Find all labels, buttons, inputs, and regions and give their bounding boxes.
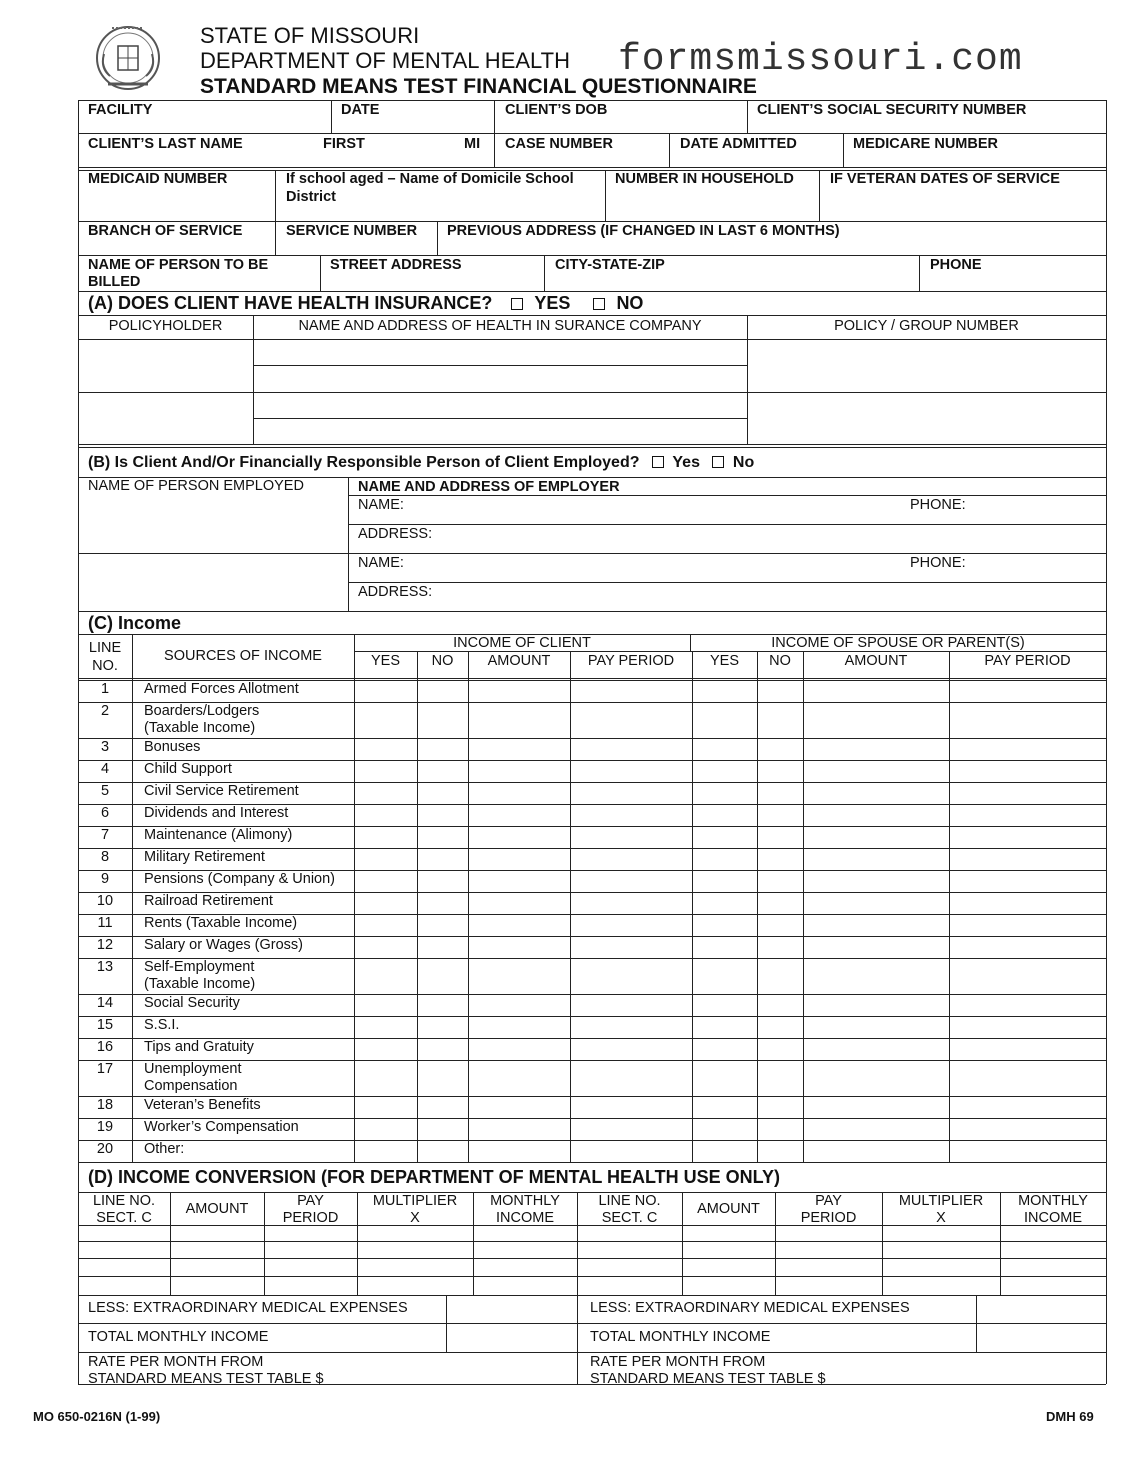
income-line-number: 7	[100, 827, 110, 843]
income-source-line1: Maintenance (Alimony)	[144, 827, 293, 843]
spouse-pay-period-header: PAY PERIOD	[984, 653, 1071, 669]
facility-field[interactable]: FACILITY	[88, 102, 153, 118]
conv-pay-period-header-line2: PERIOD	[800, 1210, 857, 1226]
income-source-line2: (Taxable Income)	[144, 976, 256, 992]
rate-label-line2: STANDARD MEANS TEST TABLE $	[590, 1371, 826, 1387]
conv-line-no-header-line2: SECT. C	[96, 1210, 152, 1226]
conv-line-no-header-line1: LINE NO.	[598, 1193, 661, 1209]
income-line-number: 10	[96, 893, 114, 909]
client-income-header: INCOME OF CLIENT	[453, 635, 591, 651]
veteran-dates-field[interactable]: IF VETERAN DATES OF SERVICE	[830, 171, 1060, 187]
income-source-label	[144, 703, 259, 737]
client-pay-period-header: PAY PERIOD	[587, 653, 675, 669]
total-monthly-income-left: TOTAL MONTHLY INCOME	[88, 1329, 269, 1345]
income-row[interactable]	[78, 1016, 1106, 1038]
policyholder-header: POLICYHOLDER	[108, 318, 223, 334]
income-source-label	[144, 1097, 261, 1114]
billed-person-field[interactable]: NAME OF PERSON TO BE	[88, 257, 269, 273]
income-line-number: 5	[100, 783, 110, 799]
income-source-label	[144, 827, 292, 844]
income-source-line1: Dividends and Interest	[144, 805, 289, 821]
income-line-number: 16	[96, 1039, 114, 1055]
income-line-number: 12	[96, 937, 114, 953]
total-monthly-income-right-input[interactable]	[978, 1325, 1105, 1351]
conv-monthly-income-header	[473, 1193, 577, 1227]
income-line-number: 13	[96, 959, 114, 975]
rate-per-month-right[interactable]	[590, 1354, 826, 1388]
income-source-line1: S.S.I.	[144, 1017, 180, 1033]
income-source-line1: Self-Employment	[144, 959, 255, 975]
income-source-label	[144, 1039, 254, 1056]
income-source-line1: Military Retirement	[144, 849, 265, 865]
conv-line-no-header-line1: LINE NO.	[92, 1193, 156, 1209]
billed-person-field-line2: BILLED	[88, 274, 141, 290]
employer-2-address-field[interactable]: ADDRESS:	[358, 584, 433, 600]
income-source-line1: Veteran’s Benefits	[144, 1097, 261, 1113]
first-name-field[interactable]: FIRST	[323, 136, 365, 152]
employer-1-address-field[interactable]: ADDRESS:	[358, 526, 433, 542]
income-line-number: 17	[96, 1061, 114, 1077]
conv-pay-period-header	[775, 1193, 882, 1227]
medicaid-number-field[interactable]: MEDICAID NUMBER	[88, 171, 228, 187]
income-source-label	[144, 761, 232, 778]
income-source-label	[144, 1017, 179, 1034]
income-source-line1: Boarders/Lodgers	[144, 703, 260, 719]
less-medical-expenses-left-input[interactable]	[448, 1297, 576, 1322]
income-source-label	[144, 783, 299, 800]
case-number-field[interactable]: CASE NUMBER	[505, 136, 613, 152]
line-no-header	[78, 639, 132, 675]
income-source-line1: Rents (Taxable Income)	[144, 915, 298, 931]
income-source-line1: Pensions (Company & Union)	[144, 871, 336, 887]
form-title: STANDARD MEANS TEST FINANCIAL QUESTIONNAIRE	[200, 75, 757, 98]
income-line-number: 6	[100, 805, 110, 821]
date-field[interactable]: DATE	[341, 102, 380, 118]
income-source-line1: Child Support	[144, 761, 232, 777]
section-b-title: (B) Is Client And/Or Financially Responsible Person of Client Employed? Yes No	[88, 454, 755, 471]
conv-multiplier-header-line1: MULTIPLIER	[898, 1193, 984, 1209]
middle-initial-field[interactable]: MI	[464, 136, 481, 152]
watermark: formsmissouri.com	[618, 38, 1023, 81]
income-source-label	[144, 681, 299, 698]
conv-monthly-income-header	[1000, 1193, 1106, 1227]
employer-2-phone-field[interactable]: PHONE:	[910, 555, 966, 571]
form-code: DMH 69	[1046, 1409, 1094, 1424]
employer-header: NAME AND ADDRESS OF EMPLOYER	[358, 479, 620, 495]
employer-2-name-field[interactable]: NAME:	[358, 555, 404, 571]
employed-no-checkbox[interactable]	[712, 456, 724, 468]
income-line-number: 19	[96, 1119, 114, 1135]
income-line-number: 8	[100, 849, 110, 865]
income-source-label	[144, 995, 240, 1012]
income-source-label	[144, 871, 335, 888]
client-dob-field[interactable]: CLIENT’S DOB	[505, 102, 608, 118]
date-admitted-field[interactable]: DATE ADMITTED	[680, 136, 797, 152]
spouse-income-header: INCOME OF SPOUSE OR PARENT(S)	[771, 635, 1025, 651]
section-c-title: (C) Income	[88, 613, 182, 633]
income-source-label	[144, 849, 265, 866]
spouse-amount-header: AMOUNT	[844, 653, 908, 669]
income-source-line1: Worker’s Compensation	[144, 1119, 299, 1135]
income-source-label	[144, 893, 273, 910]
income-source-line1: Civil Service Retirement	[144, 783, 299, 799]
conv-line-no-header-line2: SECT. C	[601, 1210, 658, 1226]
conv-amount-header-line1: AMOUNT	[697, 1201, 760, 1217]
income-source-label	[144, 739, 200, 756]
income-source-line1: Social Security	[144, 995, 240, 1011]
rate-label-line1: RATE PER MONTH FROM	[88, 1354, 264, 1370]
conv-monthly-income-header-line1: MONTHLY	[1018, 1193, 1088, 1209]
conv-monthly-income-header-line1: MONTHLY	[490, 1193, 560, 1209]
employed-yes-checkbox[interactable]	[652, 456, 664, 468]
form-number: MO 650-0216N (1-99)	[33, 1409, 161, 1424]
income-source-label	[144, 959, 255, 993]
income-source-label	[144, 915, 297, 932]
income-source-line1: Unemployment	[144, 1061, 242, 1077]
conv-multiplier-header-line2: X	[410, 1210, 420, 1226]
employed-no-label: No	[732, 454, 755, 471]
income-row[interactable]	[78, 760, 1106, 782]
conv-pay-period-header-line1: PAY	[297, 1193, 324, 1209]
income-source-line1: Other:	[144, 1141, 185, 1157]
rate-per-month-left[interactable]	[88, 1354, 324, 1388]
client-amount-header: AMOUNT	[487, 653, 551, 669]
spouse-yes-header: YES	[709, 653, 739, 669]
client-yes-header: YES	[370, 653, 400, 669]
income-row[interactable]	[78, 738, 1106, 760]
income-line-number: 18	[96, 1097, 114, 1113]
line-no-header-line2: NO.	[92, 658, 118, 674]
insurance-yes-checkbox[interactable]	[511, 298, 523, 310]
section-d-title: (D) INCOME CONVERSION (FOR DEPARTMENT OF MENTAL HEALTH USE ONLY)	[88, 1167, 780, 1187]
employer-1-name-field[interactable]: NAME:	[358, 497, 404, 513]
less-medical-expenses-right-input[interactable]	[978, 1297, 1105, 1322]
conv-multiplier-header-line2: X	[936, 1210, 946, 1226]
income-line-number: 15	[96, 1017, 114, 1033]
income-source-line1: Railroad Retirement	[144, 893, 273, 909]
conv-amount-header-line1: AMOUNT	[185, 1201, 249, 1217]
street-address-field[interactable]: STREET ADDRESS	[330, 257, 462, 273]
income-line-number: 20	[96, 1141, 114, 1157]
income-line-number: 11	[97, 915, 113, 931]
income-line-number: 4	[100, 761, 110, 777]
income-source-line2: (Taxable Income)	[144, 720, 256, 736]
policyholder-input-2[interactable]	[80, 394, 252, 443]
insurance-no-checkbox[interactable]	[593, 298, 605, 310]
conv-monthly-income-header-line2: INCOME	[496, 1210, 554, 1226]
city-state-zip-field[interactable]: CITY-STATE-ZIP	[555, 257, 665, 273]
sources-header: SOURCES OF INCOME	[164, 648, 322, 664]
income-source-label	[144, 1061, 242, 1095]
section-a-title: (A) DOES CLIENT HAVE HEALTH INSURANCE? YES NO	[88, 293, 644, 313]
state-seal	[94, 14, 162, 94]
income-source-line1: Tips and Gratuity	[144, 1039, 254, 1055]
line-no-header-line1: LINE	[88, 640, 122, 656]
conv-monthly-income-header-line2: INCOME	[1024, 1210, 1082, 1226]
policy-group-header: POLICY / GROUP NUMBER	[834, 318, 1019, 334]
school-district-field-line2: District	[286, 189, 336, 205]
total-monthly-income-left-input[interactable]	[448, 1325, 576, 1351]
service-number-field[interactable]: SERVICE NUMBER	[286, 223, 418, 239]
insurance-company-header: NAME AND ADDRESS OF HEALTH IN SURANCE COMPANY	[298, 318, 702, 334]
school-district-field[interactable]: If school aged – Name of Domicile School	[286, 171, 574, 187]
conv-multiplier-header	[357, 1193, 473, 1227]
conv-line-no-header	[78, 1193, 170, 1227]
rate-label-line2: STANDARD MEANS TEST TABLE $	[88, 1371, 324, 1387]
medicare-number-field[interactable]: MEDICARE NUMBER	[853, 136, 998, 152]
branch-of-service-field[interactable]: BRANCH OF SERVICE	[88, 223, 243, 239]
spouse-no-header: NO	[769, 653, 791, 669]
income-source-line1: Bonuses	[144, 739, 201, 755]
conv-multiplier-header-line1: MULTIPLIER	[372, 1193, 458, 1209]
conv-pay-period-header-line2: PERIOD	[282, 1210, 339, 1226]
income-source-label	[144, 1141, 184, 1158]
state-name: STATE OF MISSOURI	[200, 23, 420, 48]
conv-pay-period-header	[264, 1193, 357, 1227]
policyholder-input-1[interactable]	[80, 341, 252, 391]
conv-multiplier-header	[882, 1193, 1000, 1227]
total-monthly-income-right: TOTAL MONTHLY INCOME	[590, 1329, 771, 1345]
seal-icon	[94, 14, 162, 94]
income-source-line2: Compensation	[144, 1078, 238, 1094]
income-line-number: 1	[100, 681, 110, 697]
income-source-line1: Armed Forces Allotment	[144, 681, 299, 697]
previous-address-field[interactable]: PREVIOUS ADDRESS (IF CHANGED IN LAST 6 MONTHS)	[447, 223, 840, 239]
client-last-name-field[interactable]: CLIENT’S LAST NAME	[88, 136, 243, 152]
less-medical-expenses-left: LESS: EXTRAORDINARY MEDICAL EXPENSES	[88, 1300, 408, 1316]
household-number-field[interactable]: NUMBER IN HOUSEHOLD	[615, 171, 794, 187]
income-line-number: 2	[100, 703, 110, 719]
income-row[interactable]	[78, 1140, 1106, 1162]
person-employed-header: NAME OF PERSON EMPLOYED	[88, 478, 304, 494]
employed-yes-label: Yes	[672, 454, 700, 471]
less-medical-expenses-right: LESS: EXTRAORDINARY MEDICAL EXPENSES	[590, 1300, 910, 1316]
income-source-label	[144, 805, 288, 822]
conv-pay-period-header-line1: PAY	[815, 1193, 842, 1209]
income-line-number: 3	[100, 739, 110, 755]
insurance-no-label: NO	[616, 293, 644, 313]
phone-field[interactable]: PHONE	[930, 257, 982, 273]
income-source-line1: Salary or Wages (Gross)	[144, 937, 303, 953]
conv-amount-header	[682, 1201, 775, 1218]
income-source-label	[144, 937, 303, 954]
conv-amount-header	[170, 1201, 264, 1218]
conv-line-no-header	[577, 1193, 682, 1227]
income-line-number: 9	[100, 871, 110, 887]
employer-1-phone-field[interactable]: PHONE:	[910, 497, 966, 513]
rate-label-line1: RATE PER MONTH FROM	[590, 1354, 766, 1370]
income-source-label	[144, 1119, 299, 1136]
department-name: DEPARTMENT OF MENTAL HEALTH	[200, 48, 570, 73]
client-ssn-field[interactable]: CLIENT’S SOCIAL SECURITY NUMBER	[757, 102, 1027, 118]
insurance-yes-label: YES	[534, 293, 571, 313]
income-line-number: 14	[96, 995, 114, 1011]
client-no-header: NO	[431, 653, 454, 669]
